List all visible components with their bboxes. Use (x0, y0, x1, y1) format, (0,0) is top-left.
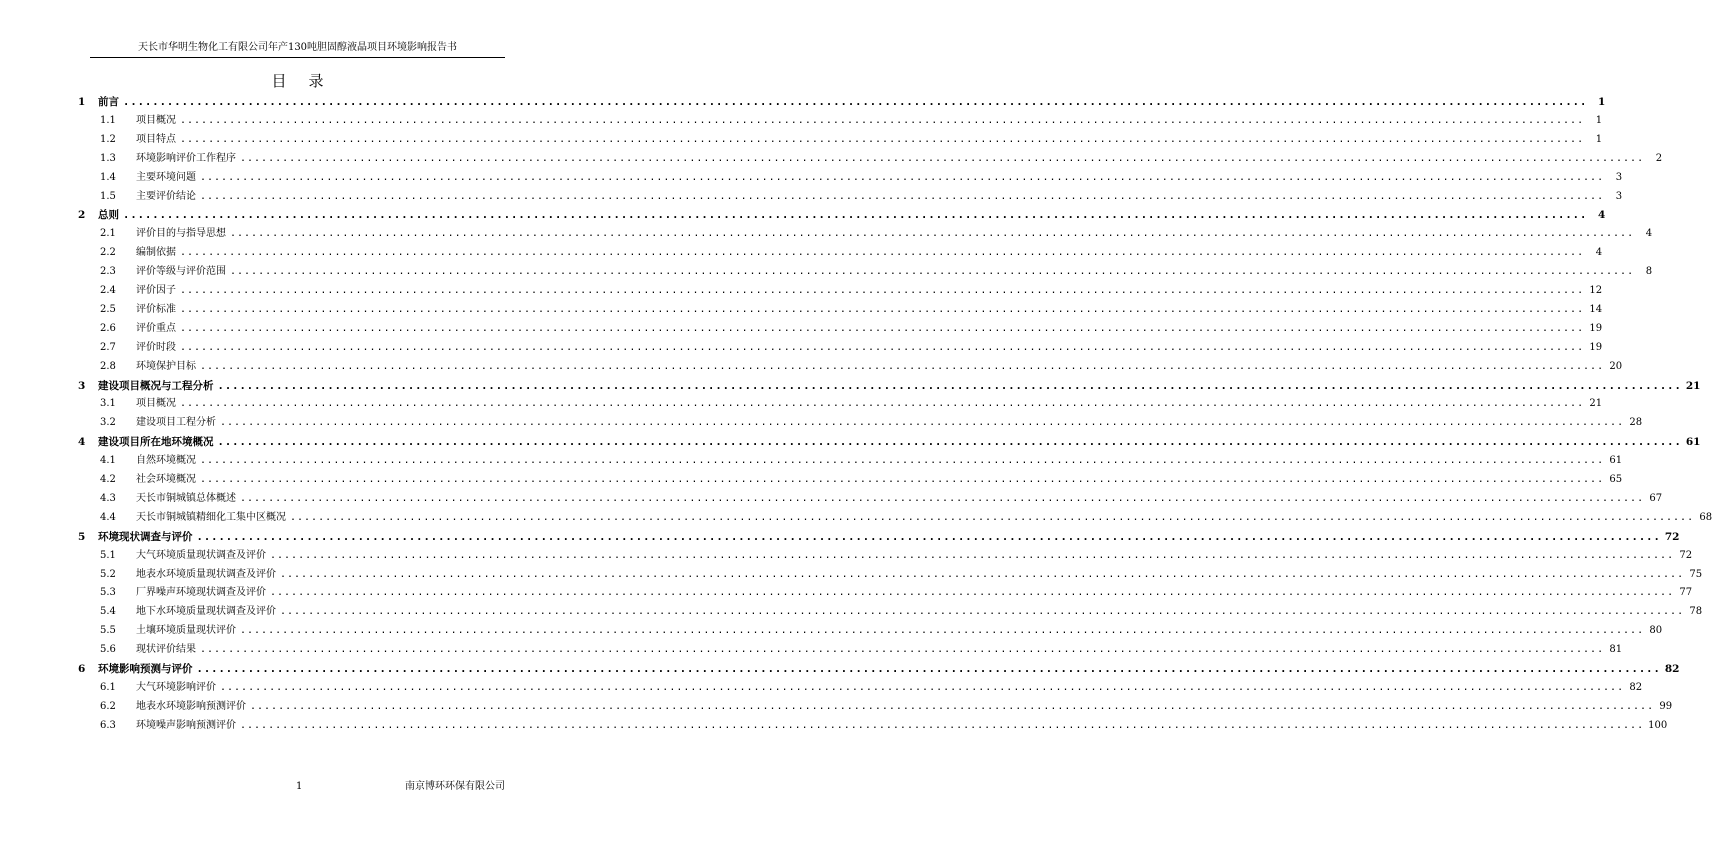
toc-entry-page: 1 (1595, 133, 1603, 145)
toc-chapter-entry[interactable] (0, 206, 1606, 224)
toc-entry-number: 2.6 (100, 322, 116, 334)
toc-entry-number: 2.5 (100, 303, 116, 315)
toc-entry-number: 1.3 (100, 152, 116, 164)
toc-section-entry[interactable] (0, 622, 1663, 640)
toc-section-entry[interactable] (0, 566, 1703, 584)
toc-entry-number: 6 (78, 663, 86, 675)
toc-entry-page: 72 (1664, 530, 1680, 543)
toc-section-entry[interactable] (0, 679, 1643, 697)
toc-entry-page: 100 (1648, 719, 1668, 731)
toc-chapter-entry[interactable] (0, 528, 1680, 546)
toc-section-entry[interactable] (0, 414, 1643, 432)
dot-leader: ........................................................................................................................................................................................................ (250, 700, 1655, 712)
toc-entry-page: 4 (1645, 228, 1653, 240)
toc-entry-title: 大气环境影响评价 (136, 681, 216, 693)
toc-entry-title: 环境保护目标 (136, 360, 196, 372)
toc-section-entry[interactable] (0, 358, 1623, 376)
toc-entry-number: 1.1 (100, 114, 116, 126)
dot-leader: ........................................................................................................................................................................................................ (220, 681, 1625, 693)
dot-leader: ........................................................................................................................................................................................................ (280, 606, 1685, 618)
toc-section-entry[interactable] (0, 490, 1663, 508)
dot-leader: ........................................................................................................................................................................................................ (123, 209, 1588, 222)
dot-leader: ........................................................................................................................................................................................................ (180, 285, 1585, 296)
toc-entry-title: 社会环境概况 (136, 474, 196, 485)
toc-entry-title: 天长市铜城镇总体概述 (136, 492, 236, 504)
toc-entry-number: 1.5 (100, 190, 116, 202)
toc-section-entry[interactable] (0, 603, 1703, 621)
toc-entry-page: 12 (1589, 285, 1603, 296)
toc-entry-number: 5.3 (100, 587, 116, 599)
toc-entry-title: 主要环境问题 (136, 171, 196, 183)
toc-entry-title: 评价重点 (136, 322, 176, 334)
toc-entry-number: 5.6 (100, 644, 116, 656)
toc-entry-page: 61 (1685, 436, 1701, 449)
toc-entry-page: 72 (1679, 549, 1693, 561)
toc-entry-page: 65 (1609, 474, 1623, 485)
toc-section-entry[interactable] (0, 244, 1603, 262)
toc-entry-page: 21 (1589, 398, 1603, 410)
toc-section-entry[interactable] (0, 150, 1663, 168)
page-number: 1 (296, 781, 303, 792)
toc-entry-number: 2.1 (100, 228, 116, 240)
toc-entry-number: 5.2 (100, 568, 116, 580)
dot-leader: ........................................................................................................................................................................................................ (230, 266, 1635, 278)
toc-entry-page: 82 (1664, 663, 1680, 675)
toc-entry-title: 地表水环境质量现状调查及评价 (136, 568, 276, 580)
toc-entry-page: 3 (1615, 171, 1623, 183)
dot-leader: ........................................................................................................................................................................................................ (240, 719, 1645, 731)
toc-entry-title: 总则 (98, 209, 119, 222)
toc-section-entry[interactable] (0, 188, 1623, 206)
dot-leader: ........................................................................................................................................................................................................ (196, 663, 1661, 675)
dot-leader: ........................................................................................................................................................................................................ (200, 360, 1605, 372)
toc-entry-number: 2.2 (100, 247, 116, 259)
toc-entry-number: 4.3 (100, 492, 116, 504)
toc-chapter-entry[interactable] (0, 93, 1606, 111)
toc-entry-title: 土壤环境质量现状评价 (136, 625, 236, 637)
toc-section-entry[interactable] (0, 547, 1693, 565)
dot-leader: ........................................................................................................................................................................................................ (217, 436, 1682, 449)
toc-entry-title: 地表水环境影响预测评价 (136, 700, 246, 712)
toc-entry-title: 天长市铜城镇精细化工集中区概况 (136, 511, 286, 523)
toc-section-entry[interactable] (0, 282, 1603, 300)
toc-entry-page: 75 (1689, 568, 1703, 580)
toc-section-entry[interactable] (0, 509, 1712, 527)
toc-entry-page: 67 (1649, 492, 1663, 504)
dot-leader: ........................................................................................................................................................................................................ (123, 96, 1588, 108)
header-rule (90, 57, 505, 58)
toc-entry-number: 5 (78, 530, 86, 543)
toc-entry-number: 5.5 (100, 625, 116, 637)
toc-entry-page: 4 (1598, 209, 1606, 222)
toc-entry-page: 19 (1589, 341, 1603, 353)
dot-leader: ........................................................................................................................................................................................................ (180, 133, 1585, 145)
toc-entry-page: 61 (1609, 455, 1623, 467)
toc-entry-page: 68 (1699, 511, 1712, 523)
toc-entry-number: 3.2 (100, 417, 116, 429)
dot-leader: ........................................................................................................................................................................................................ (220, 417, 1625, 429)
dot-leader: ........................................................................................................................................................................................................ (240, 152, 1645, 164)
dot-leader: ........................................................................................................................................................................................................ (200, 171, 1605, 183)
toc-section-entry[interactable] (0, 112, 1603, 130)
toc-section-entry[interactable] (0, 320, 1603, 338)
toc-entry-page: 82 (1629, 681, 1643, 693)
toc-entry-page: 28 (1629, 417, 1643, 429)
toc-entry-page: 80 (1649, 625, 1663, 637)
dot-leader: ........................................................................................................................................................................................................ (180, 303, 1585, 315)
toc-section-entry[interactable] (0, 131, 1603, 149)
dot-leader: ........................................................................................................................................................................................................ (217, 379, 1682, 392)
dot-leader: ........................................................................................................................................................................................................ (230, 228, 1635, 240)
page-footer (0, 780, 595, 794)
toc-entry-number: 6.3 (100, 719, 116, 731)
dot-leader: ........................................................................................................................................................................................................ (200, 190, 1605, 202)
toc-entry-title: 建设项目概况与工程分析 (98, 379, 214, 392)
toc-entry-page: 2 (1655, 152, 1663, 164)
toc-entry-title: 评价时段 (136, 341, 176, 353)
toc-entry-title: 环境影响预测与评价 (98, 663, 193, 675)
toc-entry-number: 2 (78, 209, 86, 222)
toc-entry-number: 2.4 (100, 285, 116, 296)
dot-leader: ........................................................................................................................................................................................................ (180, 398, 1585, 410)
toc-entry-page: 99 (1659, 700, 1673, 712)
toc-entry-title: 环境现状调查与评价 (98, 530, 193, 543)
toc-section-entry[interactable] (0, 471, 1623, 489)
toc-entry-title: 自然环境概况 (136, 455, 196, 467)
toc-entry-title: 评价目的与指导思想 (136, 228, 226, 240)
dot-leader: ........................................................................................................................................................................................................ (180, 247, 1585, 259)
toc-section-entry[interactable] (0, 169, 1623, 187)
toc-entry-number: 2.8 (100, 360, 116, 372)
dot-leader: ........................................................................................................................................................................................................ (270, 587, 1675, 599)
toc-entry-title: 厂界噪声环境现状调查及评价 (136, 587, 266, 599)
toc-entry-page: 19 (1589, 322, 1603, 334)
toc-entry-title: 项目概况 (136, 114, 176, 126)
dot-leader: ........................................................................................................................................................................................................ (180, 341, 1585, 353)
toc-section-entry[interactable] (0, 225, 1653, 243)
dot-leader: ........................................................................................................................................................................................................ (200, 474, 1605, 485)
toc-entry-number: 1.2 (100, 133, 116, 145)
toc-entry-page: 21 (1685, 379, 1701, 392)
toc-section-entry[interactable] (0, 263, 1653, 281)
toc-entry-number: 4 (78, 436, 86, 449)
dot-leader: ........................................................................................................................................................................................................ (240, 492, 1645, 504)
toc-entry-title: 编制依据 (136, 247, 176, 259)
toc-entry-page: 1 (1598, 96, 1606, 108)
toc-entry-title: 环境影响评价工作程序 (136, 152, 236, 164)
toc-entry-page: 3 (1615, 190, 1623, 202)
toc-section-entry[interactable] (0, 717, 1668, 735)
toc-section-entry[interactable] (0, 641, 1623, 659)
toc-section-entry[interactable] (0, 301, 1603, 319)
toc-entry-title: 评价因子 (136, 285, 176, 296)
toc-entry-number: 1.4 (100, 171, 116, 183)
toc-section-entry[interactable] (0, 698, 1673, 716)
toc-entry-page: 1 (1595, 114, 1603, 126)
toc-entry-title: 前言 (98, 96, 119, 108)
toc-entry-title: 评价标准 (136, 303, 176, 315)
toc-entry-number: 4.1 (100, 455, 116, 467)
toc-section-entry[interactable] (0, 395, 1603, 413)
toc-entry-title: 大气环境质量现状调查及评价 (136, 549, 266, 561)
footer-company: 南京博环环保有限公司 (405, 781, 505, 792)
dot-leader: ........................................................................................................................................................................................................ (200, 644, 1605, 656)
toc-entry-title: 主要评价结论 (136, 190, 196, 202)
dot-leader: ........................................................................................................................................................................................................ (180, 322, 1585, 334)
dot-leader: ........................................................................................................................................................................................................ (270, 549, 1675, 561)
dot-leader: ........................................................................................................................................................................................................ (180, 114, 1585, 126)
dot-leader: ........................................................................................................................................................................................................ (200, 455, 1605, 467)
toc-entry-title: 项目概况 (136, 398, 176, 410)
toc-entry-page: 77 (1679, 587, 1693, 599)
toc-title: 目录 (271, 72, 346, 90)
toc-entry-number: 6.1 (100, 681, 116, 693)
toc-entry-number: 2.3 (100, 266, 116, 278)
toc-entry-page: 81 (1609, 644, 1623, 656)
toc-entry-number: 3.1 (100, 398, 116, 410)
toc-entry-page: 14 (1589, 303, 1603, 315)
toc-entry-number: 5.1 (100, 549, 116, 561)
toc-entry-number: 4.4 (100, 511, 116, 523)
toc-chapter-entry[interactable] (0, 377, 1701, 395)
toc-entry-number: 1 (78, 96, 86, 108)
dot-leader: ........................................................................................................................................................................................................ (280, 568, 1685, 580)
toc-chapter-entry[interactable] (0, 660, 1680, 678)
toc-entry-number: 5.4 (100, 606, 116, 618)
toc-entry-page: 20 (1609, 360, 1623, 372)
toc-entry-title: 建设项目所在地环境概况 (98, 436, 214, 449)
toc-section-entry[interactable] (0, 584, 1693, 602)
dot-leader: ........................................................................................................................................................................................................ (240, 625, 1645, 637)
toc-entry-title: 建设项目工程分析 (136, 417, 216, 429)
toc-entry-number: 4.2 (100, 474, 116, 485)
toc-entry-page: 8 (1645, 266, 1653, 278)
dot-leader: ........................................................................................................................................................................................................ (196, 530, 1661, 543)
toc-entry-number: 2.7 (100, 341, 116, 353)
toc-entry-title: 现状评价结果 (136, 644, 196, 656)
toc-entry-title: 项目特点 (136, 133, 176, 145)
toc-entry-page: 4 (1595, 247, 1603, 259)
toc-entry-title: 评价等级与评价范围 (136, 266, 226, 278)
toc-entry-number: 6.2 (100, 700, 116, 712)
toc-entry-page: 78 (1689, 606, 1703, 618)
running-header: 天长市华明生物化工有限公司年产130吨胆固醇液晶项目环境影响报告书 (137, 42, 458, 53)
toc-section-entry[interactable] (0, 339, 1603, 357)
toc-chapter-entry[interactable] (0, 433, 1701, 451)
toc-section-entry[interactable] (0, 452, 1623, 470)
toc-entry-number: 3 (78, 379, 86, 392)
dot-leader: ........................................................................................................................................................................................................ (290, 511, 1695, 523)
toc-entry-title: 地下水环境质量现状调查及评价 (136, 606, 276, 618)
toc-entry-title: 环境噪声影响预测评价 (136, 719, 236, 731)
